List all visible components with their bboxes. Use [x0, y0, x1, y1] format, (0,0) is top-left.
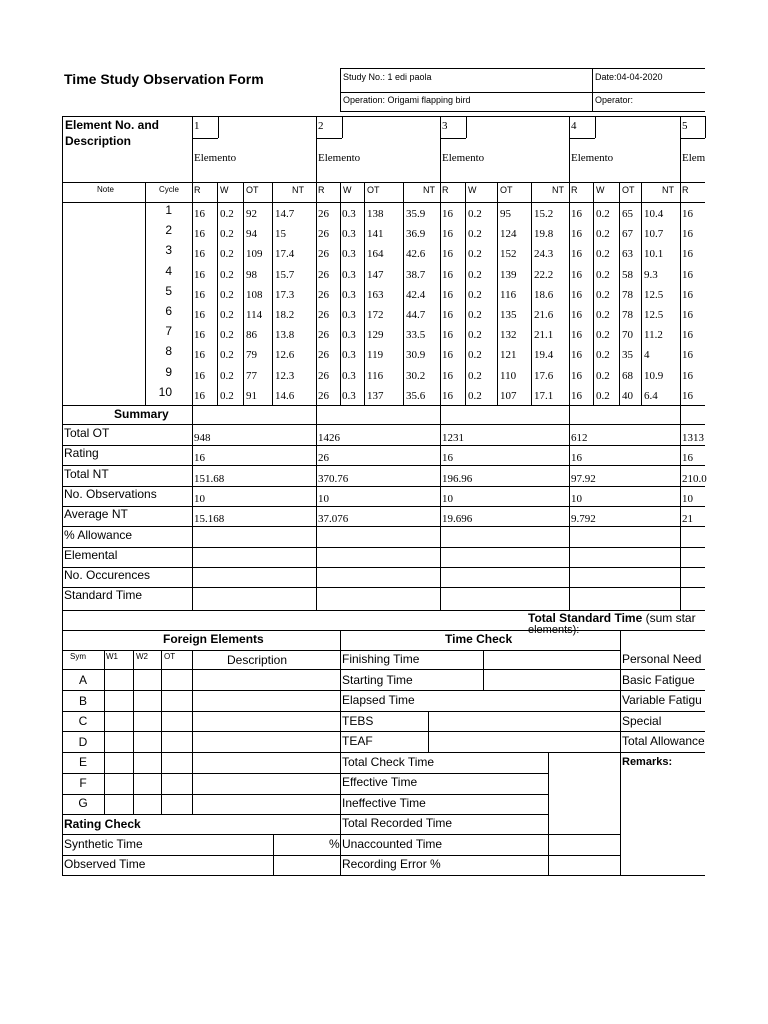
observation-cell: 0.2: [596, 228, 610, 240]
observation-cell: 138: [367, 208, 384, 220]
observation-cell: 21.1: [534, 329, 554, 341]
summary-value: 10: [571, 493, 582, 505]
time-check-label: Unaccounted Time: [342, 837, 443, 851]
allowance-label: Total Allowance: [622, 734, 705, 748]
observation-cell: 121: [500, 349, 517, 361]
observation-cell: 109: [246, 248, 263, 260]
observation-cell: 16: [194, 228, 205, 240]
observation-cell: 26: [318, 309, 329, 321]
time-check-label: Effective Time: [342, 775, 418, 789]
remarks-label: Remarks:: [622, 756, 673, 768]
observation-cell: 12.6: [275, 349, 295, 361]
observation-cell: 10.1: [644, 248, 664, 260]
element-desc: Elemento: [442, 152, 485, 164]
fe-col-ot: OT: [164, 652, 176, 661]
observation-cell: 68: [622, 370, 633, 382]
observation-cell: 0.2: [468, 329, 482, 341]
observation-cell: 35.9: [406, 208, 426, 220]
observation-cell: 0.2: [220, 228, 234, 240]
observation-cell: 16: [571, 329, 582, 341]
observation-cell: 16: [194, 349, 205, 361]
observation-cell: 16: [194, 329, 205, 341]
observation-cell: 16: [194, 289, 205, 301]
observation-cell: 0.2: [220, 269, 234, 281]
summary-value: 10: [194, 493, 205, 505]
observation-cell: 0.2: [468, 289, 482, 301]
cycle-number: 5: [165, 284, 172, 298]
summary-value: 10: [442, 493, 453, 505]
element-desc: Elemento: [318, 152, 361, 164]
observation-cell: 0.2: [468, 390, 482, 402]
observation-cell: 77: [246, 370, 257, 382]
observation-cell: 16: [194, 269, 205, 281]
observation-cell: 16: [194, 370, 205, 382]
summary-value: 37.076: [318, 513, 349, 525]
summary-row-line: [62, 486, 705, 487]
summary-value: 16: [682, 452, 693, 464]
observation-cell: 40: [622, 390, 633, 402]
col-w: W: [220, 185, 229, 195]
observation-cell: 58: [622, 269, 633, 281]
observation-cell: 135: [500, 309, 517, 321]
summary-row-line: [62, 567, 705, 568]
observation-cell: 0.2: [596, 329, 610, 341]
observation-cell: 110: [500, 370, 517, 382]
observation-cell: 0.2: [596, 269, 610, 281]
observation-cell: 79: [246, 349, 257, 361]
time-check-title: Time Check: [445, 632, 513, 646]
observation-cell: 119: [367, 349, 384, 361]
summary-value: 1231: [442, 432, 464, 444]
col-ot: OT: [500, 185, 513, 195]
observation-cell: 16: [682, 309, 693, 321]
observation-cell: 12.5: [644, 289, 664, 301]
observation-cell: 18.6: [534, 289, 554, 301]
observation-cell: 16: [194, 390, 205, 402]
observation-cell: 16: [442, 248, 453, 260]
cycle-number: 2: [165, 223, 172, 237]
observation-cell: 116: [500, 289, 517, 301]
observation-cell: 0.3: [342, 370, 356, 382]
observation-cell: 0.2: [220, 329, 234, 341]
summary-value: 16: [442, 452, 453, 464]
observation-cell: 0.3: [342, 208, 356, 220]
observation-cell: 78: [622, 289, 633, 301]
observation-cell: 16: [571, 289, 582, 301]
col-w: W: [468, 185, 477, 195]
col-w: W: [596, 185, 605, 195]
observation-cell: 0.3: [342, 269, 356, 281]
summary-value: 948: [194, 432, 211, 444]
observation-cell: 33.5: [406, 329, 426, 341]
observation-cell: 0.2: [220, 248, 234, 260]
observation-cell: 19.4: [534, 349, 554, 361]
observation-cell: 10.9: [644, 370, 664, 382]
summary-row-line: [62, 445, 705, 446]
observation-cell: 16: [571, 390, 582, 402]
observation-cell: 129: [367, 329, 384, 341]
element-title-line2: Description: [65, 134, 132, 148]
element-no: 5: [682, 120, 688, 132]
cycle-number: 4: [165, 264, 172, 278]
observation-cell: 0.3: [342, 248, 356, 260]
col-r: R: [442, 185, 449, 195]
fe-col-w2: W2: [136, 652, 148, 661]
summary-value: 370.76: [318, 473, 349, 485]
foreign-elements-title: Foreign Elements: [163, 632, 264, 646]
col-r: R: [194, 185, 201, 195]
observation-cell: 26: [318, 248, 329, 260]
observation-cell: 16: [571, 248, 582, 260]
observation-cell: 0.2: [596, 208, 610, 220]
observation-cell: 0.2: [220, 370, 234, 382]
allowance-label: Special: [622, 714, 662, 728]
observation-cell: 16: [194, 208, 205, 220]
observation-cell: 14.7: [275, 208, 295, 220]
percent-sign: %: [329, 837, 340, 851]
observation-cell: 19.8: [534, 228, 554, 240]
observation-cell: 16: [194, 309, 205, 321]
element-no: 1: [194, 120, 200, 132]
observation-cell: 0.2: [468, 208, 482, 220]
element-desc: Elemento: [571, 152, 614, 164]
summary-value: 1426: [318, 432, 340, 444]
observation-cell: 16: [682, 248, 693, 260]
observation-cell: 164: [367, 248, 384, 260]
observation-cell: 70: [622, 329, 633, 341]
cycle-number: 1: [165, 203, 172, 217]
observation-cell: 26: [318, 269, 329, 281]
observation-cell: 16: [442, 289, 453, 301]
observation-cell: 94: [246, 228, 257, 240]
observation-cell: 0.3: [342, 289, 356, 301]
observation-cell: 0.2: [220, 309, 234, 321]
observation-cell: 38.7: [406, 269, 426, 281]
observation-cell: 4: [644, 349, 650, 361]
observation-cell: 30.2: [406, 370, 426, 382]
summary-value: 16: [194, 452, 205, 464]
summary-label: Total NT: [64, 467, 109, 481]
time-check-label: Finishing Time: [342, 652, 420, 666]
col-ot: OT: [622, 185, 635, 195]
observation-cell: 0.3: [342, 349, 356, 361]
col-w: W: [343, 185, 352, 195]
col-r: R: [682, 185, 689, 195]
observation-cell: 16: [571, 269, 582, 281]
summary-title: Summary: [114, 407, 169, 421]
col-nt: NT: [552, 185, 564, 195]
observation-cell: 16: [682, 390, 693, 402]
col-cycle: Cycle: [159, 185, 180, 194]
observation-cell: 0.3: [342, 228, 356, 240]
summary-label: % Allowance: [64, 528, 133, 542]
observation-cell: 16: [682, 289, 693, 301]
observation-cell: 26: [318, 370, 329, 382]
observation-cell: 141: [367, 228, 384, 240]
study-no: Study No.: 1 edi paola: [343, 72, 432, 82]
observation-cell: 26: [318, 349, 329, 361]
summary-row-line: [62, 587, 705, 588]
summary-value: 210.0: [682, 473, 707, 485]
time-check-label: TEBS: [342, 714, 374, 728]
observation-cell: 16: [442, 329, 453, 341]
summary-value: 15.168: [194, 513, 225, 525]
element-desc: Elemento: [194, 152, 237, 164]
element-desc: Elem: [682, 152, 706, 164]
summary-value: 16: [571, 452, 582, 464]
observation-cell: 147: [367, 269, 384, 281]
observation-cell: 15.2: [534, 208, 554, 220]
observation-cell: 16: [442, 269, 453, 281]
total-standard-time-label: Total Standard Time: [528, 611, 643, 625]
summary-value: 196.96: [442, 473, 473, 485]
summary-value: 26: [318, 452, 329, 464]
foreign-element-sym: C: [78, 714, 88, 728]
observation-cell: 0.2: [596, 349, 610, 361]
fe-col-description: Description: [227, 653, 288, 667]
time-check-label: Elapsed Time: [342, 693, 415, 707]
observation-cell: 9.3: [644, 269, 658, 281]
summary-value: 1313: [682, 432, 704, 444]
summary-row-line: [62, 547, 705, 548]
observation-cell: 14.6: [275, 390, 295, 402]
col-ot: OT: [367, 185, 380, 195]
summary-label: No. Occurences: [64, 568, 151, 582]
observation-cell: 26: [318, 208, 329, 220]
cycle-number: 10: [158, 385, 172, 399]
summary-value: 10: [318, 493, 329, 505]
observation-cell: 98: [246, 269, 257, 281]
summary-value: 9.792: [571, 513, 596, 525]
observation-cell: 86: [246, 329, 257, 341]
total-standard-time: [528, 612, 696, 624]
observation-cell: 0.2: [468, 228, 482, 240]
element-no: 3: [442, 120, 448, 132]
time-check-label: TEAF: [342, 734, 373, 748]
observation-cell: 116: [367, 370, 384, 382]
operator: Operator:: [595, 95, 634, 105]
observation-cell: 17.1: [534, 390, 554, 402]
observation-cell: 0.2: [468, 269, 482, 281]
observation-cell: 16: [682, 329, 693, 341]
observation-cell: 16: [682, 228, 693, 240]
observation-cell: 12.3: [275, 370, 295, 382]
observation-cell: 114: [246, 309, 263, 321]
study-date: Date:04-04-2020: [595, 72, 663, 82]
foreign-element-sym: G: [78, 796, 88, 810]
observation-cell: 12.5: [644, 309, 664, 321]
observation-cell: 163: [367, 289, 384, 301]
summary-value: 612: [571, 432, 588, 444]
cycle-number: 8: [165, 344, 172, 358]
observation-cell: 10.4: [644, 208, 664, 220]
observation-cell: 16: [682, 269, 693, 281]
observation-cell: 0.2: [596, 309, 610, 321]
time-check-label: Total Recorded Time: [342, 816, 453, 830]
observation-cell: 16: [442, 228, 453, 240]
observation-cell: 17.6: [534, 370, 554, 382]
observation-cell: 26: [318, 390, 329, 402]
observation-cell: 124: [500, 228, 517, 240]
observation-cell: 0.2: [220, 349, 234, 361]
observation-cell: 15.7: [275, 269, 295, 281]
foreign-element-sym: E: [78, 755, 87, 769]
summary-label: No. Observations: [64, 487, 157, 501]
observation-cell: 26: [318, 228, 329, 240]
observation-cell: 0.2: [468, 370, 482, 382]
cycle-number: 6: [165, 304, 172, 318]
observation-cell: 16: [682, 370, 693, 382]
summary-label: Average NT: [64, 507, 128, 521]
observation-cell: 137: [367, 390, 384, 402]
observation-cell: 0.2: [596, 289, 610, 301]
observation-cell: 16: [442, 309, 453, 321]
time-check-label: Recording Error %: [342, 857, 441, 871]
observation-cell: 16: [442, 390, 453, 402]
total-standard-time-note: (sum star: [645, 611, 696, 625]
observation-cell: 18.2: [275, 309, 295, 321]
observation-cell: 0.3: [342, 390, 356, 402]
element-title-line1: Element No. and: [65, 118, 160, 132]
observation-cell: 10.7: [644, 228, 664, 240]
observation-cell: 16: [442, 349, 453, 361]
time-check-label: Starting Time: [342, 673, 413, 687]
allowance-label: Basic Fatigue: [622, 673, 695, 687]
observation-cell: 16: [194, 248, 205, 260]
observation-cell: 16: [571, 349, 582, 361]
summary-value: 19.696: [442, 513, 473, 525]
observation-cell: 0.2: [596, 370, 610, 382]
observation-cell: 78: [622, 309, 633, 321]
observation-cell: 0.2: [220, 208, 234, 220]
col-r: R: [571, 185, 578, 195]
summary-label: Elemental: [64, 548, 118, 562]
observation-cell: 172: [367, 309, 384, 321]
summary-row-line: [62, 526, 705, 527]
total-standard-time-note2: elements):: [528, 624, 580, 636]
observation-cell: 17.4: [275, 248, 295, 260]
observation-cell: 17.3: [275, 289, 295, 301]
time-check-label: Total Check Time: [342, 755, 435, 769]
fe-col-sym: Sym: [70, 652, 86, 661]
col-r: R: [318, 185, 325, 195]
col-ot: OT: [246, 185, 259, 195]
foreign-element-sym: F: [79, 776, 87, 790]
observation-cell: 26: [318, 329, 329, 341]
observation-cell: 16: [682, 349, 693, 361]
allowance-label: Personal Need: [622, 652, 702, 666]
observation-cell: 132: [500, 329, 517, 341]
observation-cell: 107: [500, 390, 517, 402]
operation: Operation: Origami flapping bird: [343, 95, 471, 105]
observation-cell: 21.6: [534, 309, 554, 321]
observation-cell: 11.2: [644, 329, 663, 341]
observation-cell: 0.2: [596, 390, 610, 402]
cycle-number: 7: [165, 324, 172, 338]
observation-cell: 42.4: [406, 289, 426, 301]
observation-cell: 0.2: [468, 349, 482, 361]
observation-cell: 139: [500, 269, 517, 281]
observation-cell: 26: [318, 289, 329, 301]
observation-cell: 108: [246, 289, 263, 301]
element-no: 4: [571, 120, 577, 132]
observation-cell: 0.2: [220, 289, 234, 301]
summary-value: 10: [682, 493, 693, 505]
observation-cell: 152: [500, 248, 517, 260]
observation-cell: 65: [622, 208, 633, 220]
observation-cell: 63: [622, 248, 633, 260]
summary-value: 21: [682, 513, 693, 525]
observation-cell: 16: [442, 370, 453, 382]
observation-cell: 95: [500, 208, 511, 220]
observation-cell: 67: [622, 228, 633, 240]
observation-cell: 16: [682, 208, 693, 220]
observation-cell: 24.3: [534, 248, 554, 260]
observation-cell: 22.2: [534, 269, 554, 281]
foreign-element-sym: A: [78, 673, 87, 687]
observation-cell: 6.4: [644, 390, 658, 402]
rating-check-title: Rating Check: [64, 817, 141, 831]
summary-label: Total OT: [64, 426, 110, 440]
observation-cell: 35: [622, 349, 633, 361]
observation-cell: 0.3: [342, 309, 356, 321]
foreign-element-sym: B: [78, 694, 87, 708]
summary-label: Rating: [64, 446, 99, 460]
time-check-label: Ineffective Time: [342, 796, 426, 810]
observation-cell: 16: [571, 228, 582, 240]
summary-row-line: [62, 506, 705, 507]
observation-cell: 30.9: [406, 349, 426, 361]
summary-label: Standard Time: [64, 588, 143, 602]
observation-cell: 0.2: [468, 248, 482, 260]
observation-cell: 91: [246, 390, 257, 402]
col-note: Note: [97, 185, 114, 194]
observed-time-label: Observed Time: [64, 857, 146, 871]
observation-cell: 16: [571, 208, 582, 220]
observation-cell: 0.2: [596, 248, 610, 260]
summary-value: 97.92: [571, 473, 596, 485]
observation-cell: 36.9: [406, 228, 426, 240]
observation-cell: 0.3: [342, 329, 356, 341]
observation-cell: 0.2: [220, 390, 234, 402]
observation-cell: 35.6: [406, 390, 426, 402]
observation-cell: 0.2: [468, 309, 482, 321]
summary-row-line: [62, 465, 705, 466]
synthetic-time-label: Synthetic Time: [64, 837, 143, 851]
col-nt: NT: [662, 185, 674, 195]
observation-cell: 13.8: [275, 329, 295, 341]
element-no: 2: [318, 120, 324, 132]
observation-cell: 44.7: [406, 309, 426, 321]
observation-cell: 16: [442, 208, 453, 220]
observation-cell: 42.6: [406, 248, 426, 260]
observation-cell: 15: [275, 228, 286, 240]
col-nt: NT: [423, 185, 435, 195]
observation-cell: 92: [246, 208, 257, 220]
col-nt: NT: [292, 185, 304, 195]
summary-value: 151.68: [194, 473, 225, 485]
cycle-number: 9: [165, 365, 172, 379]
fe-col-w1: W1: [106, 652, 118, 661]
observation-cell: 16: [571, 309, 582, 321]
cycle-number: 3: [165, 243, 172, 257]
form-title: Time Study Observation Form: [64, 71, 264, 87]
foreign-element-sym: D: [78, 735, 88, 749]
allowance-label: Variable Fatigu: [622, 693, 702, 707]
observation-cell: 16: [571, 370, 582, 382]
